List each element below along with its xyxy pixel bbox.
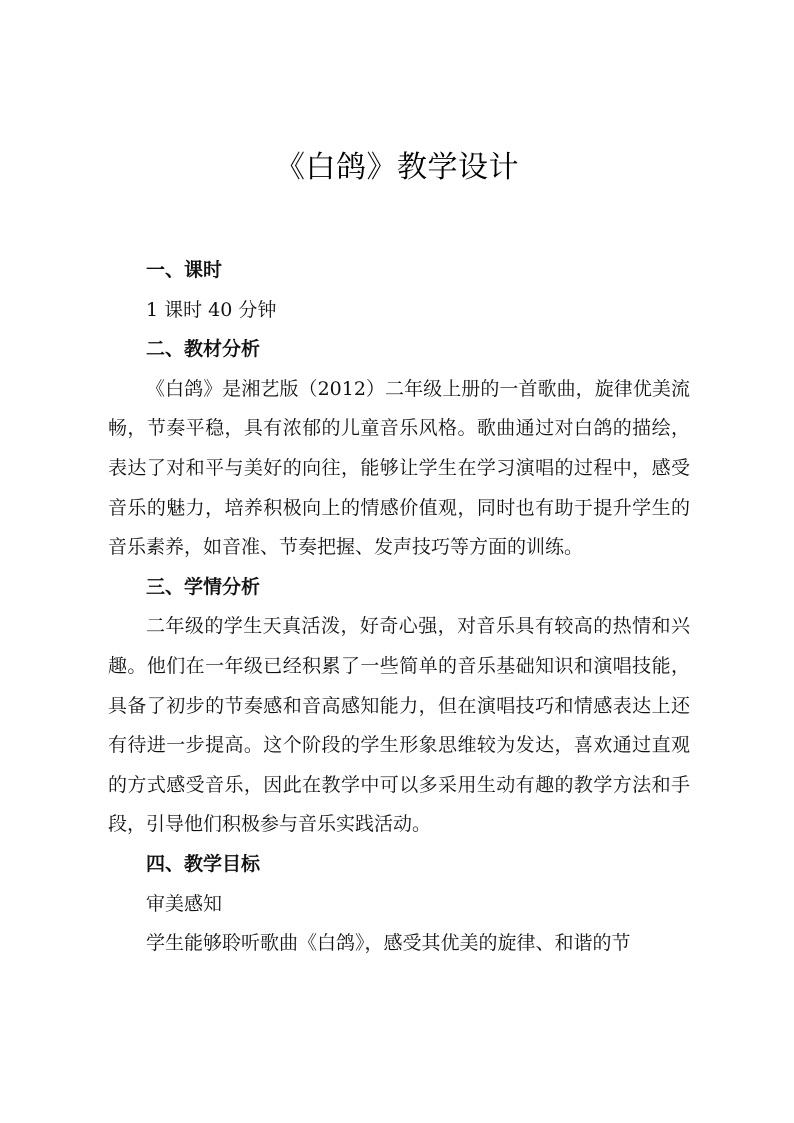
student-analysis-paragraph: 二年级的学生天真活泼，好奇心强，对音乐具有较高的热情和兴趣。他们在一年级已经积累了一些简单的音乐基础知识和演唱技能，具备了初步的节奏感和音高感知能力，但在演唱技巧和情感表达上还有待进一步提高。这个阶段的学生形象思维较为发达，喜欢通过直观的方式感受音乐，因此在教学中可以多采用生动有趣的教学方法和手段，引导他们积极参与音乐实践活动。 <box>108 615 690 836</box>
material-analysis-paragraph: 《白鸽》是湘艺版（2012）二年级上册的一首歌曲，旋律优美流畅，节奏平稳，具有浓郁的儿童音乐风格。歌曲通过对白鸽的描绘，表达了对和平与美好的向往，能够让学生在学习演唱的过程中，感受音乐的魅力，培养积极向上的情感价值观，同时也有助于提升学生的音乐素养，如音准、节奏把握、发声技巧等方面的训练。 <box>108 377 690 559</box>
page-title: 《白鸽》教学设计 <box>275 150 519 185</box>
document-body <box>108 251 690 964</box>
goal-subheading-aesthetic: 审美感知 <box>146 892 223 915</box>
section-heading-student-analysis: 三、学情分析 <box>146 575 261 598</box>
section-heading-class-hours: 一、课时 <box>146 259 223 281</box>
section-heading-material-analysis: 二、教材分析 <box>146 338 261 361</box>
class-hours-text: 1 课时 40 分钟 <box>146 298 277 321</box>
section-heading-teaching-goals: 四、教学目标 <box>146 852 261 875</box>
aesthetic-goal-paragraph: 学生能够聆听歌曲《白鸽》，感受其优美的旋律、和谐的节 <box>146 932 631 955</box>
